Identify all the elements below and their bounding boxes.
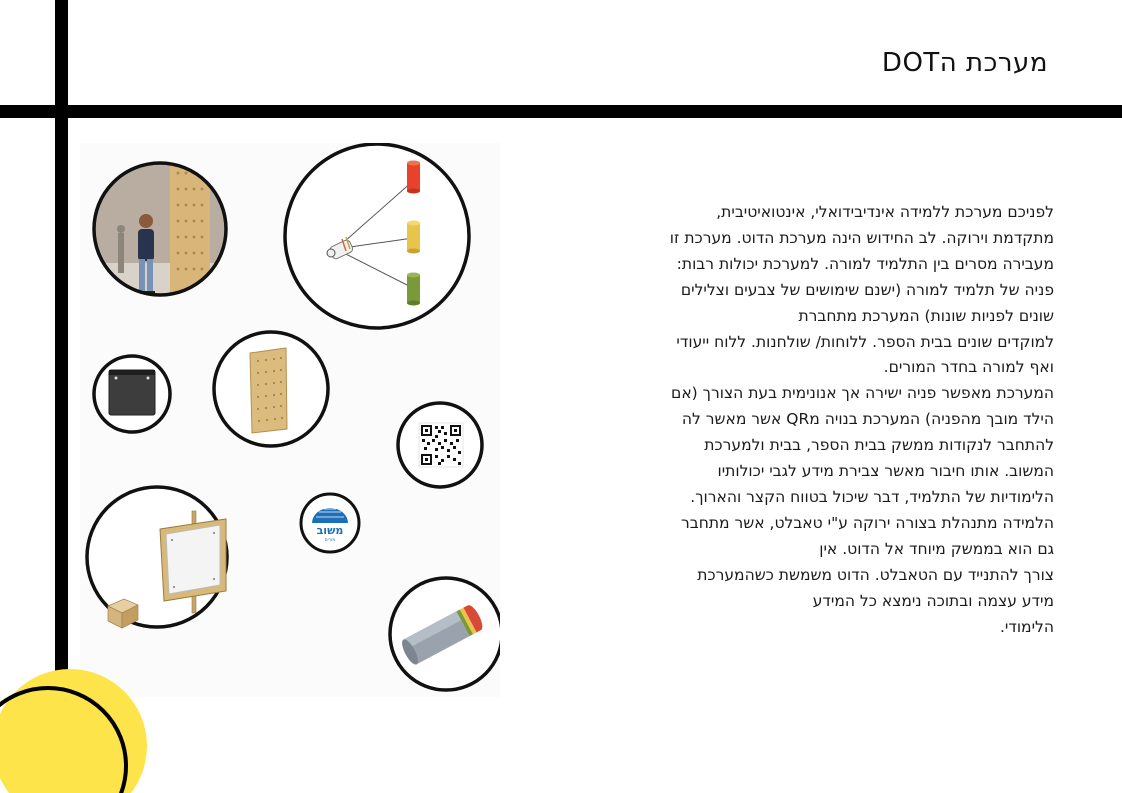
description-line: מעבירה מסרים בין התלמיד למורה. למערכת יכולות רבות: (676, 254, 1054, 273)
qr-code-icon (419, 423, 463, 467)
description-text (614, 200, 1054, 640)
qr-code-circle (398, 403, 482, 487)
description-line: צורך להתנייד עם הטאבלט. הדוט משמשת כשהמערכת (697, 565, 1054, 584)
description-line: ואף למורה בחדר המורים. (883, 358, 1054, 377)
description-line: המשוב. אותו חיבור מאשר צבירת מידע לגבי יכולותיו (717, 462, 1054, 481)
description-line: פניה של תלמיד למורה (ישנם שימושים של צבעים וצלילים (680, 280, 1054, 299)
horizontal-frame-bar (0, 105, 1122, 118)
description-line: מידע עצמה ובתוכה נימצא כל המידע (812, 591, 1054, 610)
description-line: גם הוא בממשק מיוחד אל הדוט. אין (819, 539, 1054, 558)
whiteboard-stand-circle (87, 487, 227, 628)
green-signal-cylinder (407, 273, 420, 306)
yellow-signal-cylinder (407, 221, 420, 254)
decorative-yellow-circle (0, 668, 150, 793)
dot-device-circle (390, 578, 500, 690)
page-title: מערכת הDOT (881, 48, 1048, 78)
blackboard-circle (94, 356, 170, 432)
mashov-logo-subtext: מורים (324, 538, 336, 543)
description-line: שונים לפניות שונות) המערכת מתחברת (798, 306, 1054, 325)
description-line: הלמידה מתנהלת בצורה ירוקה ע"י טאבלט, אשר מתחבר (681, 513, 1054, 532)
product-illustration (80, 143, 500, 697)
description-line: למוקדים שונים בבית הספר. ללוחות/ שולחנות. ללוח ייעודי (676, 332, 1054, 351)
description-line: מתקדמת וירוקה. לב החידוש הינה מערכת הדוט. מערכת זו (669, 228, 1054, 247)
mashov-logo-circle (301, 494, 359, 552)
description-line: הלימודיות של התלמיד, דבר שיכול בטווח הקצר והארוך. (690, 487, 1054, 506)
description-line: הילד מובך מהפניה) המערכת בנויה מQR אשר מאשר לה (681, 410, 1054, 429)
dot-signal-circle (285, 144, 469, 328)
wooden-board-circle (214, 332, 328, 446)
red-signal-cylinder (407, 161, 420, 194)
corridor-scene-circle (80, 143, 254, 313)
mashov-logo-text: משוב (316, 524, 344, 537)
description-line: המערכת מאפשר פניה ישירה אך אנונימית בעת הצורך (אם (671, 384, 1054, 403)
description-line: הלימודי. (999, 617, 1054, 636)
description-line: להתחבר לנקודות ממשק בבית הספר, בבית ולמערכת (704, 436, 1054, 455)
description-line: לפניכם מערכת ללמידה אינדיבידואלי, אינטואיטיבית, (716, 203, 1054, 221)
